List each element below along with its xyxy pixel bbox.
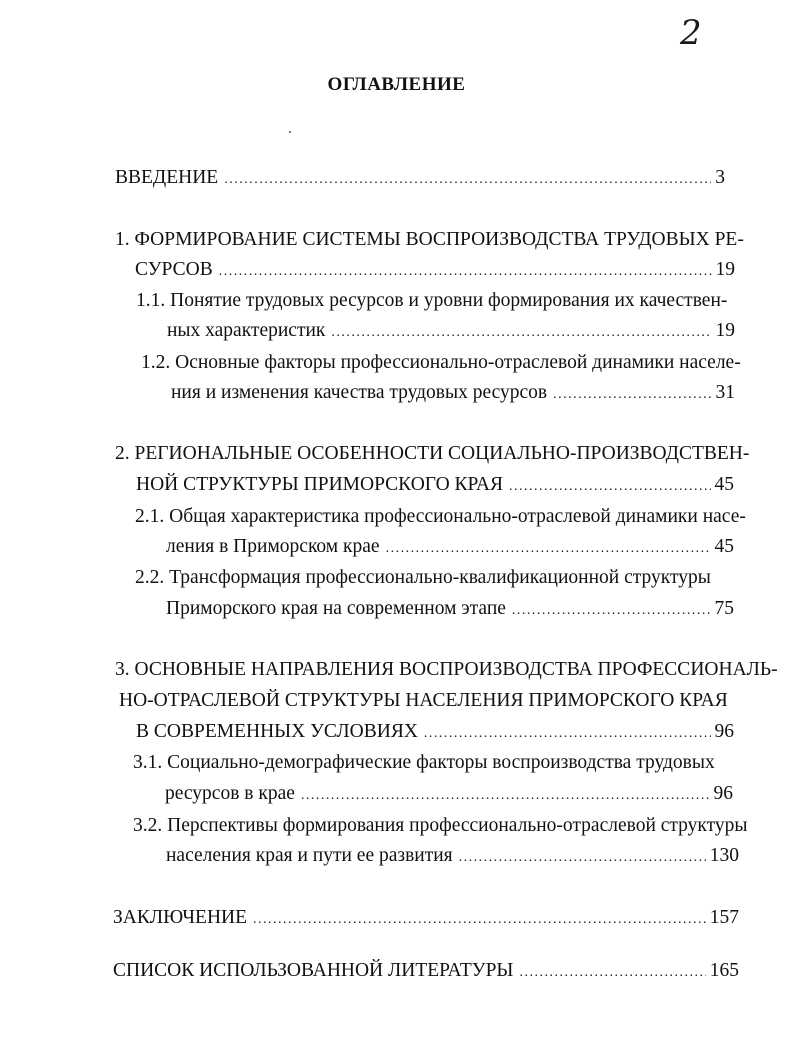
toc-section-2-2[interactable] bbox=[166, 597, 734, 621]
toc-entry-title: ЗАКЛЮЧЕНИЕ bbox=[113, 907, 248, 928]
dot-leader bbox=[253, 908, 706, 932]
toc-section-1-1-line1[interactable]: 1.1. Понятие трудовых ресурсов и уровни формирования их качествен- bbox=[136, 290, 728, 311]
toc-section-2-2-line1[interactable]: 2.2. Трансформация профессионально-квалификационной структуры bbox=[135, 567, 711, 588]
toc-entry-title: населения края и пути ее развития bbox=[166, 845, 453, 866]
toc-chapter-2[interactable] bbox=[136, 473, 734, 497]
toc-entry-title: ления в Приморском крае bbox=[166, 536, 380, 557]
page-number: 2 bbox=[680, 13, 702, 53]
dot-leader bbox=[386, 537, 711, 561]
dot-leader bbox=[509, 475, 711, 499]
dot-leader bbox=[459, 846, 706, 870]
toc-entry-title: ВВЕДЕНИЕ bbox=[115, 167, 219, 188]
toc-entry-title: ресурсов в крае bbox=[165, 783, 295, 804]
dot-leader bbox=[553, 383, 711, 407]
dot-leader bbox=[519, 961, 705, 985]
toc-section-3-1[interactable] bbox=[165, 782, 733, 806]
toc-entry-title: ния и изменения качества трудовых ресурсов bbox=[171, 382, 548, 403]
toc-section-1-2-line1[interactable]: 1.2. Основные факторы профессионально-отраслевой динамики населе- bbox=[141, 352, 741, 373]
toc-chapter-1-line1[interactable]: 1. ФОРМИРОВАНИЕ СИСТЕМЫ ВОСПРОИЗВОДСТВА ТРУДОВЫХ РЕ- bbox=[115, 229, 744, 250]
toc-section-3-2-line1[interactable]: 3.2. Перспективы формирования профессионально-отраслевой структуры bbox=[133, 815, 748, 836]
toc-entry-title: В СОВРЕМЕННЫХ УСЛОВИЯХ bbox=[136, 721, 418, 742]
toc-entry-page: 157 bbox=[709, 907, 739, 928]
toc-entry-intro[interactable] bbox=[115, 166, 725, 190]
toc-entry-page: 96 bbox=[713, 783, 733, 804]
toc-section-2-1[interactable] bbox=[166, 535, 734, 559]
dot-leader bbox=[219, 260, 712, 284]
toc-entry-title: СУРСОВ bbox=[135, 259, 213, 280]
dot-leader bbox=[331, 321, 711, 345]
page-title: ОГЛАВЛЕНИЕ bbox=[327, 74, 466, 95]
toc-chapter-3-line1[interactable]: 3. ОСНОВНЫЕ НАПРАВЛЕНИЯ ВОСПРОИЗВОДСТВА ПРОФЕССИОНАЛЬ- bbox=[115, 659, 778, 680]
toc-section-1-1[interactable] bbox=[167, 319, 735, 343]
toc-section-3-1-line1[interactable]: 3.1. Социально-демографические факторы воспроизводства трудовых bbox=[133, 752, 715, 773]
toc-entry-page: 3 bbox=[715, 167, 725, 188]
toc-chapter-1[interactable] bbox=[135, 258, 735, 282]
toc-entry-page: 31 bbox=[715, 382, 735, 403]
toc-entry-page: 45 bbox=[714, 536, 734, 557]
toc-entry-page: 19 bbox=[715, 259, 735, 280]
toc-entry-page: 19 bbox=[715, 320, 735, 341]
toc-section-3-2[interactable] bbox=[166, 844, 739, 868]
toc-entry-page: 45 bbox=[714, 474, 734, 495]
toc-entry-title: СПИСОК ИСПОЛЬЗОВАННОЙ ЛИТЕРАТУРЫ bbox=[113, 960, 514, 981]
scan-speck bbox=[289, 131, 291, 133]
toc-section-1-2[interactable] bbox=[171, 381, 735, 405]
toc-entry-title: Приморского края на современном этапе bbox=[166, 598, 506, 619]
toc-entry-page: 165 bbox=[709, 960, 739, 981]
toc-entry-title: НОЙ СТРУКТУРЫ ПРИМОРСКОГО КРАЯ bbox=[136, 474, 503, 495]
toc-chapter-3[interactable] bbox=[136, 720, 734, 744]
toc-entry-references[interactable] bbox=[113, 959, 739, 983]
dot-leader bbox=[301, 784, 710, 808]
toc-section-2-1-line1[interactable]: 2.1. Общая характеристика профессионально-отраслевой динамики насе- bbox=[135, 506, 746, 527]
dot-leader bbox=[512, 599, 711, 623]
dot-leader bbox=[224, 168, 711, 192]
toc-entry-title: ных характеристик bbox=[167, 320, 326, 341]
dot-leader bbox=[424, 722, 711, 746]
toc-entry-page: 130 bbox=[709, 845, 739, 866]
toc-entry-conclusion[interactable] bbox=[113, 906, 739, 930]
toc-entry-page: 75 bbox=[714, 598, 734, 619]
toc-chapter-2-line1[interactable]: 2. РЕГИОНАЛЬНЫЕ ОСОБЕННОСТИ СОЦИАЛЬНО-ПРОИЗВОДСТВЕН- bbox=[115, 443, 750, 464]
toc-entry-page: 96 bbox=[714, 721, 734, 742]
toc-chapter-3-line2[interactable]: НО-ОТРАСЛЕВОЙ СТРУКТУРЫ НАСЕЛЕНИЯ ПРИМОРСКОГО КРАЯ bbox=[119, 690, 728, 711]
